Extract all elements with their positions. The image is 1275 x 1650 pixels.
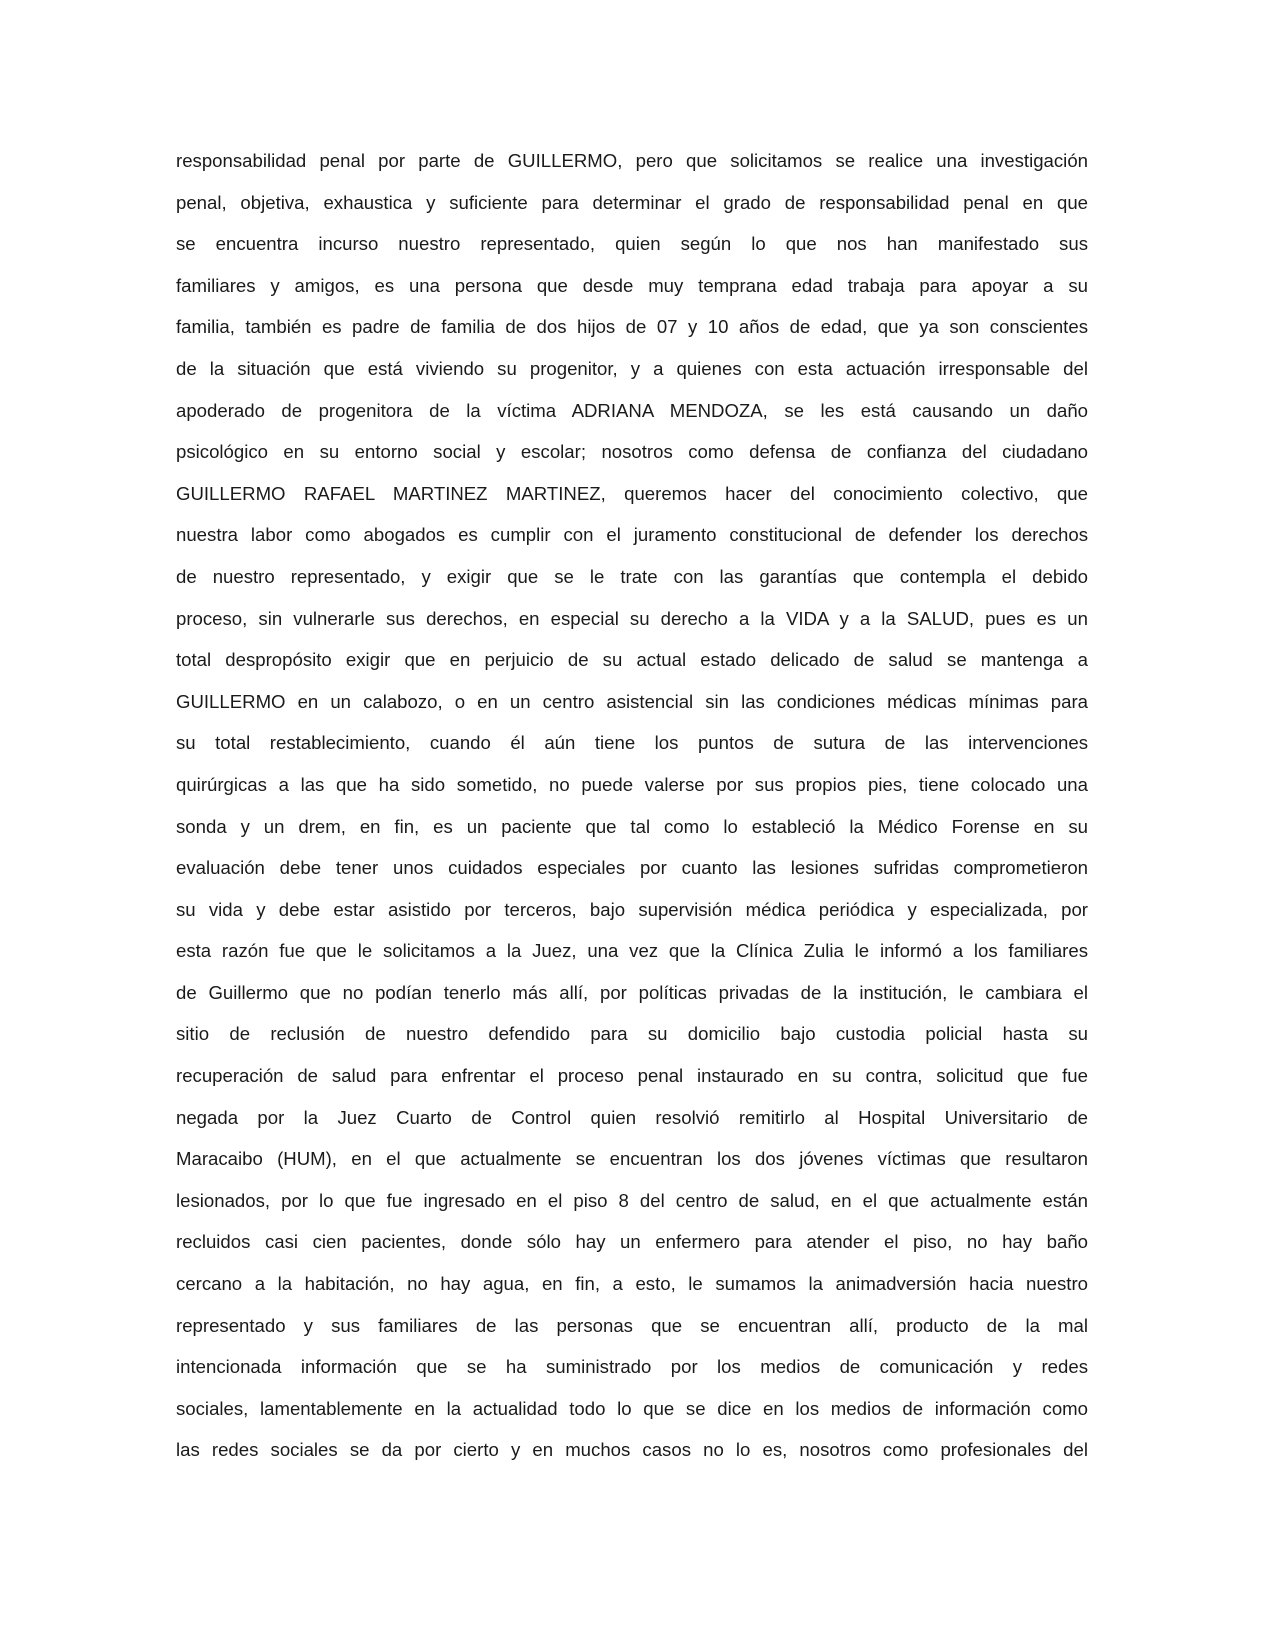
text-line: su vida y debe estar asistido por terceros, bajo supervisión médica periódica y especializada, por [176, 898, 1088, 920]
text-line: intencionada información que se ha suministrado por los medios de comunicación y redes [176, 1356, 1088, 1378]
text-line: de nuestro representado, y exigir que se le trate con las garantías que contempla el debido [176, 565, 1088, 587]
text-line: nuestra labor como abogados es cumplir con el juramento constitucional de defender los derechos [176, 524, 1088, 546]
text-line: sonda y un drem, en fin, es un paciente que tal como lo estableció la Médico Forense en su [176, 815, 1088, 837]
text-line: sociales, lamentablemente en la actualidad todo lo que se dice en los medios de información como [176, 1397, 1088, 1419]
text-line: Maracaibo (HUM), en el que actualmente se encuentran los dos jóvenes víctimas que resultaron [176, 1148, 1088, 1170]
body-paragraph [176, 140, 1088, 1471]
text-line: representado y sus familiares de las personas que se encuentran allí, producto de la mal [176, 1314, 1088, 1336]
text-line: evaluación debe tener unos cuidados especiales por cuanto las lesiones sufridas comprometieron [176, 857, 1088, 879]
text-line: recluidos casi cien pacientes, donde sólo hay un enfermero para atender el piso, no hay baño [176, 1231, 1088, 1253]
text-line: esta razón fue que le solicitamos a la Juez, una vez que la Clínica Zulia le informó a los familiares [176, 940, 1088, 962]
text-line: familiares y amigos, es una persona que desde muy temprana edad trabaja para apoyar a su [176, 274, 1088, 296]
text-line: penal, objetiva, exhaustica y suficiente para determinar el grado de responsabilidad penal en que [176, 191, 1088, 213]
text-line: quirúrgicas a las que ha sido sometido, no puede valerse por sus propios pies, tiene colocado una [176, 773, 1088, 795]
text-line: se encuentra incurso nuestro representado, quien según lo que nos han manifestado sus [176, 233, 1088, 255]
text-line: proceso, sin vulnerarle sus derechos, en especial su derecho a la VIDA y a la SALUD, pues es un [176, 607, 1088, 629]
text-line: su total restablecimiento, cuando él aún tiene los puntos de sutura de las intervenciones [176, 732, 1088, 754]
text-line: GUILLERMO en un calabozo, o en un centro asistencial sin las condiciones médicas mínimas para [176, 690, 1088, 712]
text-line: de la situación que está viviendo su progenitor, y a quienes con esta actuación irresponsable del [176, 357, 1088, 379]
text-line: responsabilidad penal por parte de GUILLERMO, pero que solicitamos se realice una investigación [176, 150, 1088, 171]
text-line: de Guillermo que no podían tenerlo más allí, por políticas privadas de la institución, le cambiara el [176, 981, 1088, 1003]
text-line: lesionados, por lo que fue ingresado en el piso 8 del centro de salud, en el que actualmente están [176, 1189, 1088, 1211]
text-line: psicológico en su entorno social y escolar; nosotros como defensa de confianza del ciudadano [176, 441, 1088, 463]
text-line: total despropósito exigir que en perjuicio de su actual estado delicado de salud se mantenga a [176, 649, 1088, 671]
text-line: las redes sociales se da por cierto y en muchos casos no lo es, nosotros como profesionales del [176, 1439, 1088, 1461]
text-line: cercano a la habitación, no hay agua, en fin, a esto, le sumamos la animadversión hacia nuestro [176, 1273, 1088, 1295]
text-line: negada por la Juez Cuarto de Control quien resolvió remitirlo al Hospital Universitario de [176, 1106, 1088, 1128]
text-line: GUILLERMO RAFAEL MARTINEZ MARTINEZ, queremos hacer del conocimiento colectivo, que [176, 482, 1088, 504]
text-line: familia, también es padre de familia de dos hijos de 07 y 10 años de edad, que ya son conscientes [176, 316, 1088, 338]
text-line: recuperación de salud para enfrentar el proceso penal instaurado en su contra, solicitud que fue [176, 1065, 1088, 1087]
text-line: apoderado de progenitora de la víctima ADRIANA MENDOZA, se les está causando un daño [176, 399, 1088, 421]
text-line: sitio de reclusión de nuestro defendido para su domicilio bajo custodia policial hasta su [176, 1023, 1088, 1045]
